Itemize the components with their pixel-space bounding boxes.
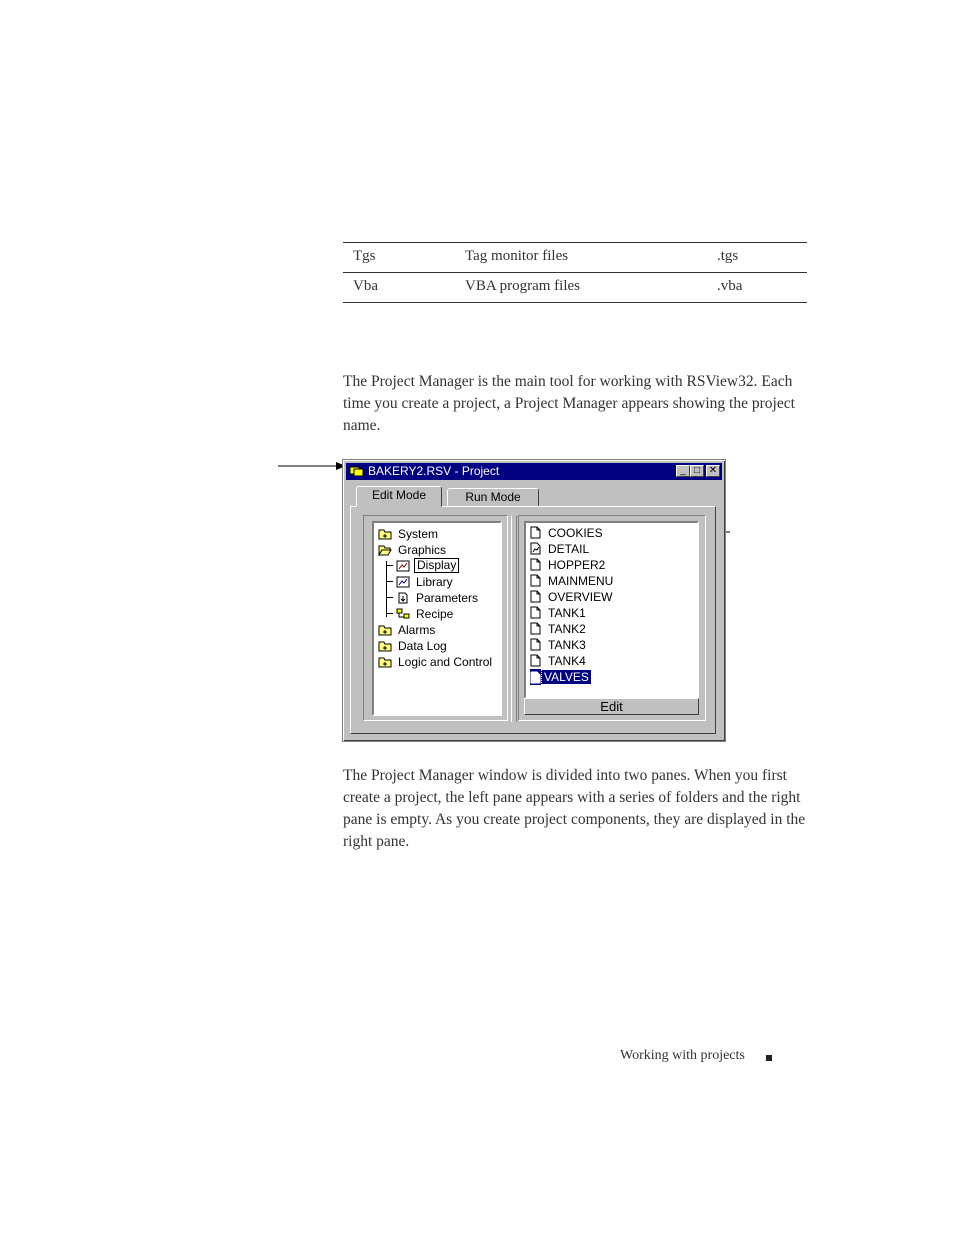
document-icon	[530, 590, 542, 603]
recipe-icon	[396, 608, 410, 620]
list-item-label: MAINMENU	[548, 573, 614, 588]
tree-branch	[386, 613, 393, 614]
display-icon	[396, 560, 410, 572]
tree-item-label: Alarms	[398, 622, 436, 637]
tree-branch	[386, 581, 393, 582]
document-icon	[530, 606, 542, 619]
list-item[interactable]	[530, 620, 588, 636]
open-folder-icon	[378, 544, 392, 556]
tree-item-label: Recipe	[416, 606, 454, 621]
tree-item-parameters[interactable]	[396, 589, 480, 605]
parameters-icon	[396, 592, 410, 604]
tab-edit-mode[interactable]	[356, 486, 442, 507]
tab-label: Run Mode	[465, 490, 521, 504]
page-footer	[620, 1048, 745, 1064]
document-icon	[530, 671, 542, 684]
tree-item-label: Data Log	[398, 638, 447, 653]
list-item[interactable]	[530, 572, 615, 588]
folder-cell: Tgs	[353, 248, 376, 264]
folder-icon	[378, 656, 392, 668]
list-item-label: TANK3	[548, 637, 586, 652]
extension-cell: .vba	[717, 278, 743, 294]
list-item-selected[interactable]	[530, 668, 591, 684]
folder-tree-pane	[372, 521, 502, 716]
project-folder-icon	[350, 466, 364, 476]
tree-item-alarms[interactable]	[378, 621, 437, 637]
description-cell: Tag monitor files	[465, 248, 569, 264]
tree-item-label: Graphics	[398, 542, 447, 557]
tab-run-mode[interactable]	[447, 488, 539, 506]
document-chart-icon	[530, 542, 542, 555]
list-item-label: COOKIES	[548, 525, 603, 540]
pane-splitter[interactable]	[511, 516, 517, 722]
list-item[interactable]	[530, 524, 605, 540]
document-icon	[530, 526, 542, 539]
tab-label: Edit Mode	[371, 488, 427, 502]
list-item-label: TANK4	[548, 653, 586, 668]
close-icon: ✕	[708, 465, 718, 476]
body-paragraph: The Project Manager window is divided into two panes. When you first create a project, the left pane appears with a series of folders and the right pane is empty. As you create project components, they are displayed in the right pane.	[343, 767, 806, 850]
tree-item-graphics[interactable]	[378, 541, 448, 557]
list-item-label: TANK1	[548, 605, 586, 620]
minimize-icon: _	[680, 465, 686, 476]
tree-item-label: Parameters	[416, 590, 479, 605]
list-item-label: OVERVIEW	[548, 589, 613, 604]
folder-cell: Vba	[353, 278, 378, 294]
list-item-label: VALVES	[544, 669, 589, 684]
project-manager-window	[342, 459, 726, 742]
list-item-label: HOPPER2	[548, 557, 606, 572]
tree-item-library[interactable]	[396, 573, 455, 589]
window-title: BAKERY2.RSV - Project	[368, 464, 500, 478]
intro-paragraph: The Project Manager is the main tool for working with RSView32. Each time you create a project, a Project Manager appears showing the project name.	[343, 373, 795, 434]
tree-item-logic-and-control[interactable]	[378, 653, 494, 669]
tree-item-label: Display	[414, 558, 459, 573]
folder-icon	[378, 528, 392, 540]
component-list-pane	[524, 521, 699, 699]
folder-icon	[378, 624, 392, 636]
footer-square-icon	[766, 1055, 772, 1061]
list-item[interactable]	[530, 556, 607, 572]
list-item[interactable]	[530, 540, 591, 556]
list-item[interactable]	[530, 636, 588, 652]
library-icon	[396, 576, 410, 588]
folder-icon	[378, 640, 392, 652]
tree-item-data-log[interactable]	[378, 637, 449, 653]
tree-item-label: Logic and Control	[398, 654, 493, 669]
tree-item-label: System	[398, 526, 439, 541]
tree-item-label: Library	[416, 574, 453, 589]
document-icon	[530, 654, 542, 667]
tree-branch	[386, 597, 393, 598]
minimize-button[interactable]	[676, 465, 690, 477]
maximize-button[interactable]	[690, 465, 704, 477]
edit-button[interactable]: Edit	[524, 698, 699, 715]
document-icon	[530, 622, 542, 635]
list-item[interactable]	[530, 652, 588, 668]
tree-line	[386, 561, 387, 617]
document-icon	[530, 558, 542, 571]
list-item[interactable]	[530, 604, 588, 620]
list-item[interactable]	[530, 588, 614, 604]
document-icon	[530, 638, 542, 651]
footer-text: Working with projects	[620, 1048, 745, 1063]
tree-branch	[386, 565, 393, 566]
list-item-label: DETAIL	[548, 541, 590, 556]
maximize-icon: □	[693, 465, 701, 476]
tree-item-system[interactable]	[378, 525, 440, 541]
tree-item-display[interactable]	[396, 557, 459, 573]
tree-item-recipe[interactable]	[396, 605, 455, 621]
description-cell: VBA program files	[465, 278, 580, 294]
title-bar[interactable]	[346, 463, 722, 480]
list-item-label: TANK2	[548, 621, 586, 636]
close-button[interactable]	[706, 465, 720, 477]
selection-highlight	[530, 669, 542, 685]
extension-cell: .tgs	[717, 248, 739, 264]
document-icon	[530, 574, 542, 587]
